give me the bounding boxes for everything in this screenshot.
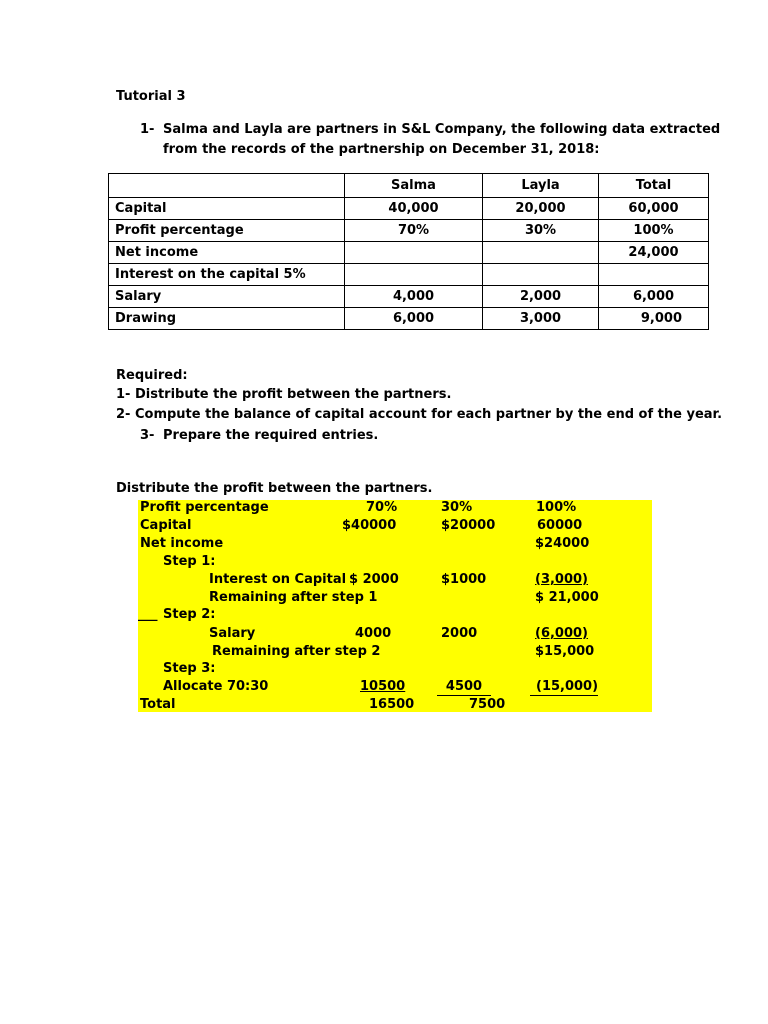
table-header-row [109, 174, 709, 198]
capital-layla: $20000 [441, 518, 496, 533]
cell-layla: 2,000 [483, 286, 599, 308]
cell-total: 24,000 [599, 242, 709, 264]
table-row [109, 242, 709, 264]
page-title: Tutorial 3 [116, 89, 186, 104]
net-income-label: Net income [140, 536, 224, 551]
salary-total: (6,000) [535, 626, 589, 641]
allocate-total: (15,000) [530, 679, 598, 696]
cell-salma: 40,000 [345, 198, 483, 220]
cell-salma [345, 242, 483, 264]
salary-layla: 2000 [441, 626, 478, 641]
interest-layla: $1000 [441, 572, 487, 587]
table-row [109, 308, 709, 330]
capital-label: Capital [140, 518, 192, 533]
interest-on-capital-label: Interest on Capital [209, 572, 347, 587]
table-row [109, 198, 709, 220]
capital-salma: $40000 [342, 518, 397, 533]
profit-percentage-total: 100% [536, 500, 577, 515]
remaining-after-step-2-label: Remaining after step 2 [212, 644, 381, 659]
header-cell-salma: Salma [345, 174, 483, 198]
required-item-3-number: 3- [140, 428, 155, 443]
allocate-label: Allocate 70:30 [163, 679, 269, 694]
cell-layla: 3,000 [483, 308, 599, 330]
remaining-after-step-1-total: $ 21,000 [535, 590, 599, 605]
question-line-1: Salma and Layla are partners in S&L Company, the following data extracted [163, 122, 721, 137]
cell-salma: 6,000 [345, 308, 483, 330]
cell-total: 9,000 [599, 308, 709, 330]
total-layla: 7500 [469, 697, 506, 712]
table-row [109, 286, 709, 308]
required-item-1: 1- Distribute the profit between the partners. [116, 387, 452, 402]
question-line-2: from the records of the partnership on December 31, 2018: [163, 142, 600, 157]
cell-salma: 4,000 [345, 286, 483, 308]
step-1-label: Step 1: [163, 554, 216, 569]
interest-total: (3,000) [535, 572, 589, 587]
profit-percentage-label: Profit percentage [140, 500, 269, 515]
row-label: Salary [109, 286, 345, 308]
cell-salma: 70% [345, 220, 483, 242]
row-label: Drawing [109, 308, 345, 330]
salary-label: Salary [209, 626, 256, 641]
row-label: Interest on the capital 5% [109, 264, 345, 286]
step-3-label: Step 3: [163, 661, 216, 676]
salary-salma: 4000 [355, 626, 392, 641]
row-label: Capital [109, 198, 345, 220]
cell-total [599, 264, 709, 286]
remaining-after-step-1-label: Remaining after step 1 [209, 590, 378, 605]
solution-heading: Distribute the profit between the partners. [116, 481, 433, 496]
table-row [109, 264, 709, 286]
capital-total: 60000 [537, 518, 583, 533]
required-item-3: Prepare the required entries. [163, 428, 379, 443]
cell-total: 6,000 [599, 286, 709, 308]
question-number: 1- [140, 122, 155, 137]
net-income-total: $24000 [535, 536, 590, 551]
row-label: Profit percentage [109, 220, 345, 242]
header-cell-total: Total [599, 174, 709, 198]
cell-layla [483, 242, 599, 264]
partnership-data-table [108, 173, 709, 330]
table-row [109, 220, 709, 242]
profit-percentage-layla: 30% [441, 500, 473, 515]
profit-percentage-salma: 70% [366, 500, 398, 515]
step-2-label: Step 2: [163, 607, 216, 622]
header-cell [109, 174, 345, 198]
step-2-prefix-line: ___ [138, 607, 158, 622]
allocate-layla: 4500 [437, 679, 491, 696]
cell-total: 100% [599, 220, 709, 242]
cell-total: 60,000 [599, 198, 709, 220]
required-item-2: 2- Compute the balance of capital account for each partner by the end of the year. [116, 407, 723, 422]
interest-salma: $ 2000 [349, 572, 399, 587]
cell-layla: 30% [483, 220, 599, 242]
header-cell-layla: Layla [483, 174, 599, 198]
remaining-after-step-2-total: $15,000 [535, 644, 595, 659]
row-label: Net income [109, 242, 345, 264]
total-label: Total [140, 697, 176, 712]
total-salma: 16500 [369, 697, 415, 712]
allocate-salma: 10500 [360, 679, 406, 694]
required-heading: Required: [116, 368, 188, 383]
cell-layla: 20,000 [483, 198, 599, 220]
cell-salma [345, 264, 483, 286]
cell-layla [483, 264, 599, 286]
